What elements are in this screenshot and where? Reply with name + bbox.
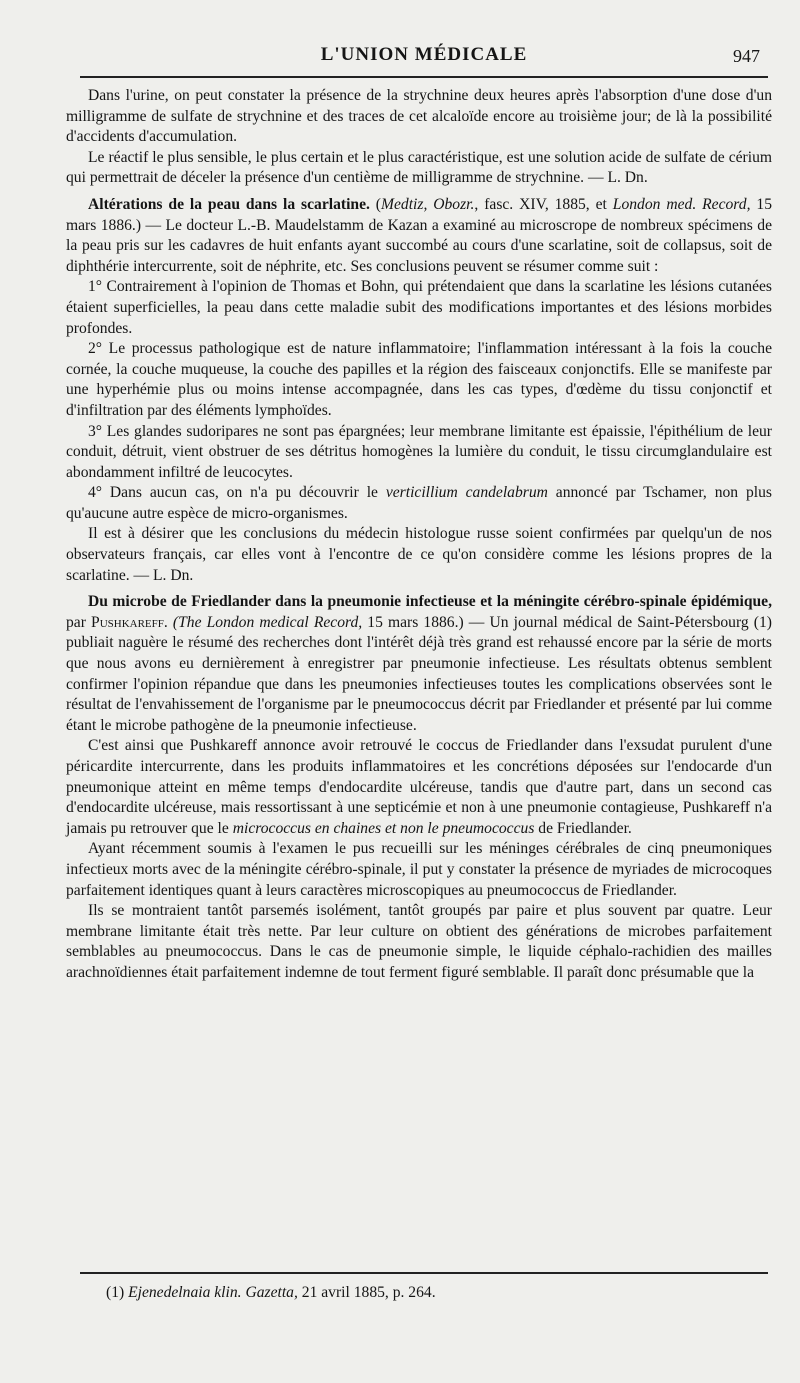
pericarditis-text-b: de Friedlander. <box>538 819 632 837</box>
header-rule <box>80 76 768 78</box>
pericarditis-organism: micrococcus en chaines et non le pneumococcus <box>232 819 535 837</box>
conclusion-4 <box>66 483 772 524</box>
conclusion-4-text-b: annoncé par Tschamer, non plus qu'aucune autre espèce de micro-organismes. <box>66 484 772 522</box>
body-text <box>66 86 772 984</box>
section-text-scarlatine: 15 mars 1886.) — Le docteur L.-B. Maudelstamm de Kazan a examiné au microscrope de nombreux spécimens de la peau pris sur les cadavres de huit enfants ayant succombé au cours d'une scarlatine, soit de collapsus, soit de diphthérie intercurrente, soit de néphrite, etc. Ses conclusions peuvent se résumer comme suit : <box>66 195 772 275</box>
source-journal-b: London med. Record, <box>612 195 751 213</box>
pericarditis-text-a: C'est ainsi que Pushkareff annonce avoir retrouvé le coccus de Friedlander dans l'exsudat purulent d'une péricardite intercurrente, dans les produits inflammatoires et les concrétions déposées sur l'endocarde d'un pneumonique atteint en même temps d'endocardite ulcéreuse, tandis que d'autre part, dans un second cas d'endocardite ulcéreuse, mais ressortissant à une septicémie et non à une pneumonie contagieuse, Pushkareff n'a jamais pu retrouver que le <box>66 737 772 837</box>
conclusion-1: 1° Contrairement à l'opinion de Thomas et Bohn, qui prétendaient que dans la scarlatine les lésions cutanées étaient superficielles, la peau dans cette maladie subit des modifications importantes et des lésions morbides profondes. <box>66 278 772 337</box>
author-name: Pushkareff. <box>91 613 168 631</box>
footnote-rule <box>80 1272 768 1274</box>
section-title-friedlander: Du microbe de Friedlander dans la pneumonie infectieuse et la méningite cérébro-spinale épidémique, <box>88 593 772 611</box>
conclusion-2: 2° Le processus pathologique est de nature inflammatoire; l'inflammation intéressant à la fois la couche cornée, la couche muqueuse, la couche des papilles et la région des faisceaux conjonctifs. Elle se manifeste par une hyperhémie plus ou moins intense accompagnée, dans les cas types, d'œdème du tissu conjonctif et d'infiltration par des éléments lymphoïdes. <box>66 340 772 419</box>
source-journal-c: (The London medical Record, <box>172 613 363 631</box>
source-fasc: , fasc. XIV, 1885, et <box>474 195 607 213</box>
conclusion-4-organism: verticillium candelabrum <box>385 484 548 502</box>
footnote-mark: (1) <box>106 1284 125 1301</box>
byline-par: par <box>66 613 86 631</box>
paragraph-confirmation: Il est à désirer que les conclusions du médecin histologue russe soient confirmées par quelqu'un de nos observateurs français, car elles vont à l'encontre de ce qu'on considère comme les lésions propres de la scarlatine. — L. Dn. <box>66 525 772 584</box>
footnote-journal: Ejenedelnaia klin. Gazetta, <box>128 1284 298 1301</box>
conclusion-4-text-a: 4° Dans aucun cas, on n'a pu découvrir le <box>88 484 378 502</box>
section-scarlatine <box>66 195 772 277</box>
paragraph-cerium-reagent: Le réactif le plus sensible, le plus certain et le plus caractéristique, est une solution acide de sulfate de cérium qui permettrait de déceler la présence d'un centième de milligramme de strychnine. — L. Dn. <box>66 148 772 187</box>
paragraph-strychnine-urine: Dans l'urine, on peut constater la présence de la strychnine deux heures après l'absorption d'une dose d'un milligramme de sulfate de strychnine et des traces de cet alcaloïde encore au troisième jour; de là la possibilité d'accidents d'accumulation. <box>66 87 772 146</box>
section-text-friedlander: 15 mars 1886.) — Un journal médical de Saint-Pétersbourg (1) publiait naguère le résumé des recherches dont l'intérêt déjà très grand est rehaussé encore par la série de morts que nous avons eu dernièrement à enregistrer par pneumonie infectieuse. Les résultats obtenus semblent confirmer l'opinion répandue que dans les pneumonies infectieuses toutes les complications observées sont le résultat de l'envahissement de l'organisme par le pneumococcus décrit par Friedlander et présenté par lui comme étant le microbe pathogène de la pneumonie infectieuse. <box>66 613 772 734</box>
footnote-date: 21 avril 1885, p. 264. <box>301 1284 436 1301</box>
source-journal-a: Medtiz, Obozr. <box>381 195 475 213</box>
section-friedlander <box>66 592 772 736</box>
paragraph-pericarditis <box>66 736 772 839</box>
paragraph-microbe-groups: Ils se montraient tantôt parsemés isolément, tantôt groupés par paire et plus souvent par quatre. Leur membrane limitante était très nette. Par leur culture on obtient des générations de microbes parfaitement semblables au pneumococcus. Dans le cas de pneumonie simple, le liquide céphalo-rachidien des mailles arachnoïdiennes était parfaitement indemne de tout ferment figuré semblable. Il paraît donc présumable que la <box>66 902 772 981</box>
conclusion-3: 3° Les glandes sudoripares ne sont pas épargnées; leur membrane limitante est épaissie, l'épithélium de leur conduit, détruit, vient obstruer de ses détritus homogènes la lumière du conduit, le tissu circumglandulaire est abondamment infiltré de leucocytes. <box>66 422 772 481</box>
section-title-scarlatine: Altérations de la peau dans la scarlatine. <box>88 195 370 213</box>
paragraph-meninges: Ayant récemment soumis à l'examen le pus recueilli sur les méninges cérébrales de cinq pneumoniques infectieux morts avec de la méningite cérébro-spinale, il put y constater la présence de myriades de microcoques parfaitement identiques quant à leurs caractères microscopiques au pneumococcus de Friedlander. <box>66 840 772 899</box>
footnote <box>106 1284 768 1302</box>
running-head <box>80 44 768 74</box>
source-open: ( <box>375 195 381 213</box>
running-title: L'UNION MÉDICALE <box>320 44 528 65</box>
page-number: 947 <box>733 46 760 66</box>
